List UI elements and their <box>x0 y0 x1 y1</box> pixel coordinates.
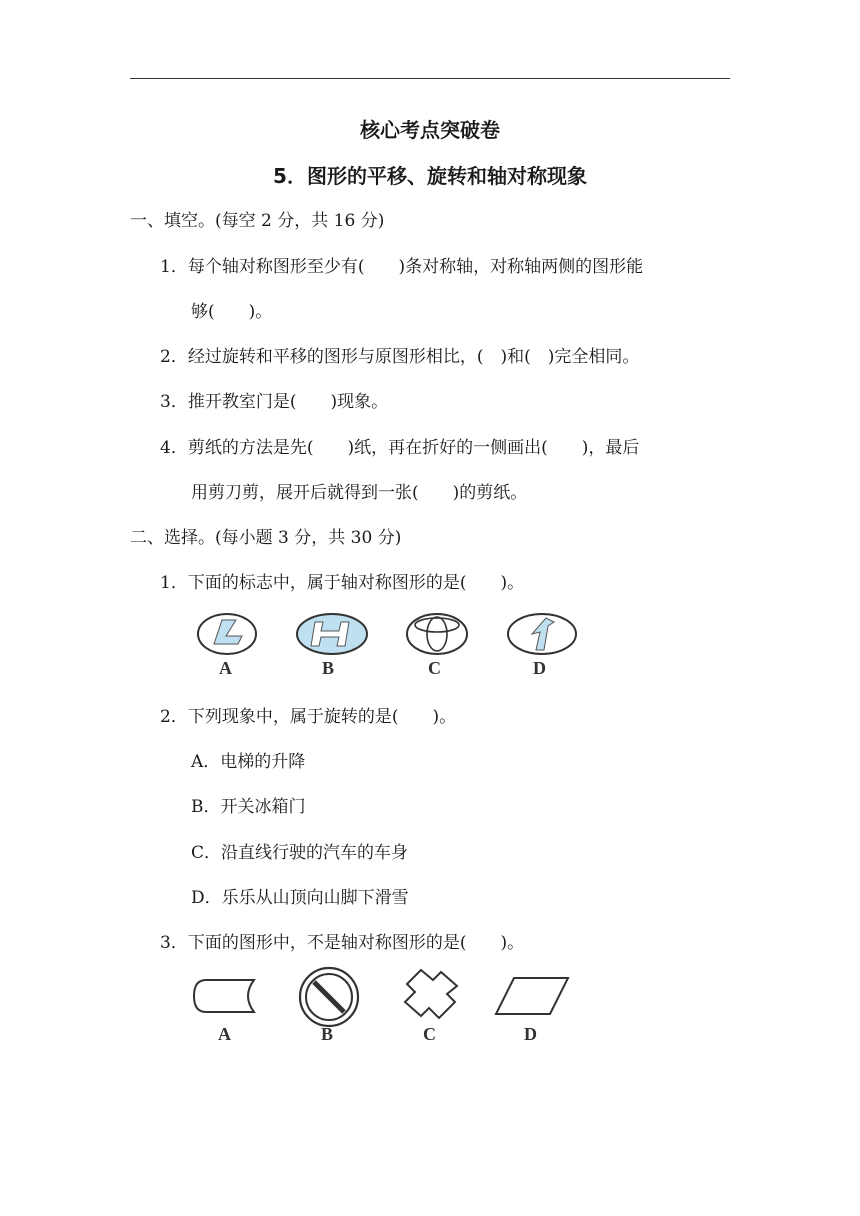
s1-q1-line2: 够( )。 <box>191 302 273 322</box>
shape-label-a: A <box>218 1024 231 1044</box>
section1-heading: 一、填空。(每空 2 分，共 16 分) <box>130 211 385 231</box>
s1-q4-line1: 4．剪纸的方法是先( )纸，再在折好的一侧画出( )，最后 <box>160 438 640 458</box>
logo-d <box>506 612 578 656</box>
shape-label-c: C <box>423 1024 436 1044</box>
shape-d-parallelogram <box>494 976 570 1016</box>
s2-q3: 3．下面的图形中，不是轴对称图形的是( )。 <box>160 933 525 953</box>
s2-q1: 1．下面的标志中，属于轴对称图形的是( )。 <box>160 573 525 593</box>
shape-label-b: B <box>321 1024 334 1044</box>
logo-c <box>405 612 469 656</box>
shape-c-cross <box>401 966 461 1022</box>
logo-b <box>295 612 369 656</box>
s2-q2: 2．下列现象中，属于旋转的是( )。 <box>160 707 457 727</box>
logo-label-b: B <box>322 658 335 678</box>
s1-q2: 2．经过旋转和平移的图形与原图形相比，( )和( )完全相同。 <box>160 347 640 367</box>
shape-b-no-sign <box>298 966 360 1028</box>
section2-heading: 二、选择。(每小题 3 分，共 30 分) <box>130 528 402 548</box>
s2-q2-option-c: C．沿直线行驶的汽车的车身 <box>191 843 409 863</box>
s1-q1-line1: 1．每个轴对称图形至少有( )条对称轴，对称轴两侧的图形能 <box>160 257 644 277</box>
top-rule <box>130 78 730 79</box>
s2-q2-option-a: A．电梯的升降 <box>191 752 306 772</box>
s1-q3: 3．推开教室门是( )现象。 <box>160 392 389 412</box>
logo-label-c: C <box>428 658 441 678</box>
logo-label-a: A <box>219 658 232 678</box>
logo-label-d: D <box>533 658 546 678</box>
page-title: 核心考点突破卷 <box>360 118 500 142</box>
s2-q2-option-d: D．乐乐从山顶向山脚下滑雪 <box>191 888 409 908</box>
s1-q4-line2: 用剪刀剪，展开后就得到一张( )的剪纸。 <box>191 483 528 503</box>
page-subtitle: 5．图形的平移、旋转和轴对称现象 <box>273 164 587 188</box>
shape-a-cylinder <box>192 976 260 1016</box>
s2-q2-option-b: B．开关冰箱门 <box>191 797 306 817</box>
shape-label-d: D <box>524 1024 537 1044</box>
logo-a <box>196 612 258 656</box>
